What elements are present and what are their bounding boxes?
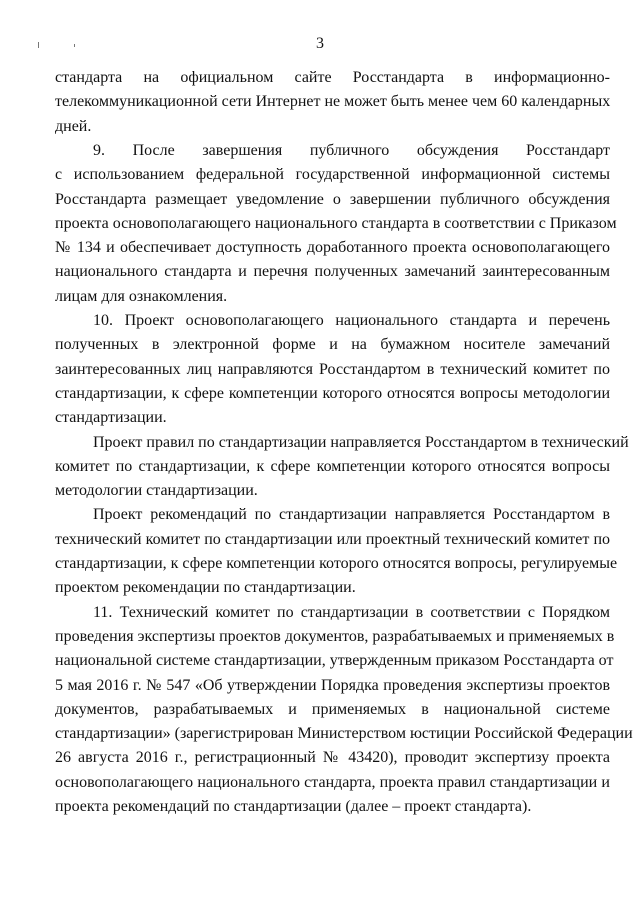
text-line: национальной системе стандартизации, утвержденным приказом Росстандарта от bbox=[55, 652, 614, 670]
text-line: проекта рекомендаций по стандартизации (далее – проект стандарта). bbox=[55, 798, 532, 815]
text-line: документов, разрабатываемых и применяемых в национальной системе bbox=[55, 700, 610, 718]
text-line: Проект рекомендаций по стандартизации направляется Росстандартом в bbox=[93, 506, 610, 524]
text-line: стандарта на официальном сайте Росстандарта в информационно- bbox=[55, 69, 610, 86]
text-line: проведения экспертизы проектов документов, разрабатываемых и применяемых в bbox=[55, 627, 615, 645]
text-line: 5 мая 2016 г. № 547 «Об утверждении Порядка проведения экспертизы проектов bbox=[55, 676, 610, 694]
text-line: заинтересованных лиц направляются Росстандартом в технический комитет по bbox=[55, 360, 610, 378]
text-line: Проект правил по стандартизации направляется Росстандартом в технический bbox=[93, 433, 629, 451]
text-line: технический комитет по стандартизации или проектный технический комитет по bbox=[55, 530, 610, 548]
text-line: телекоммуникационной сети Интернет не может быть менее чем 60 календарных bbox=[55, 93, 611, 111]
text-line: стандартизации» (зарегистрирован Министерством юстиции Российской Федерации bbox=[55, 725, 633, 743]
text-line: проектом рекомендации по стандартизации. bbox=[55, 579, 356, 597]
text-line: 11. Технический комитет по стандартизации в соответствии с Порядком bbox=[93, 603, 610, 621]
scan-mark bbox=[74, 44, 75, 47]
text-line: стандартизации, к сфере компетенции которого относятся вопросы, регулируемые bbox=[55, 555, 618, 572]
text-line: дней. bbox=[55, 117, 92, 135]
text-line: стандартизации. bbox=[55, 409, 167, 427]
text-line: № 134 и обеспечивает доступность доработанного проекта основополагающего bbox=[55, 239, 610, 257]
page-number: 3 bbox=[316, 35, 324, 52]
text-line: 10. Проект основополагающего национального стандарта и перечень bbox=[93, 312, 610, 329]
text-line: лицам для ознакомления. bbox=[55, 287, 228, 305]
text-line: стандартизации, к сфере компетенции которого относятся вопросы методологии bbox=[55, 384, 610, 402]
text-line: комитет по стандартизации, к сфере компетенции которого относятся вопросы bbox=[55, 457, 610, 475]
text-line: методологии стандартизации. bbox=[55, 482, 258, 500]
text-line: 26 августа 2016 г., регистрационный № 43420), проводит экспертизу проекта bbox=[55, 749, 610, 767]
text-line: полученных в электронной форме и на бумажном носителе замечаний bbox=[55, 336, 610, 354]
text-line: 9. После завершения публичного обсуждения Росстандарт bbox=[93, 141, 610, 159]
scan-mark bbox=[38, 42, 39, 48]
text-line: Росстандарта размещает уведомление о завершении публичного обсуждения bbox=[55, 190, 610, 208]
text-line: с использованием федеральной государственной информационной системы bbox=[55, 166, 610, 184]
text-line: основополагающего национального стандарта, проекта правил стандартизации и bbox=[55, 773, 610, 791]
text-line: проекта основополагающего национального стандарта в соответствии с Приказом bbox=[55, 214, 617, 232]
text-line: национального стандарта и перечня полученных замечаний заинтересованным bbox=[55, 263, 610, 281]
